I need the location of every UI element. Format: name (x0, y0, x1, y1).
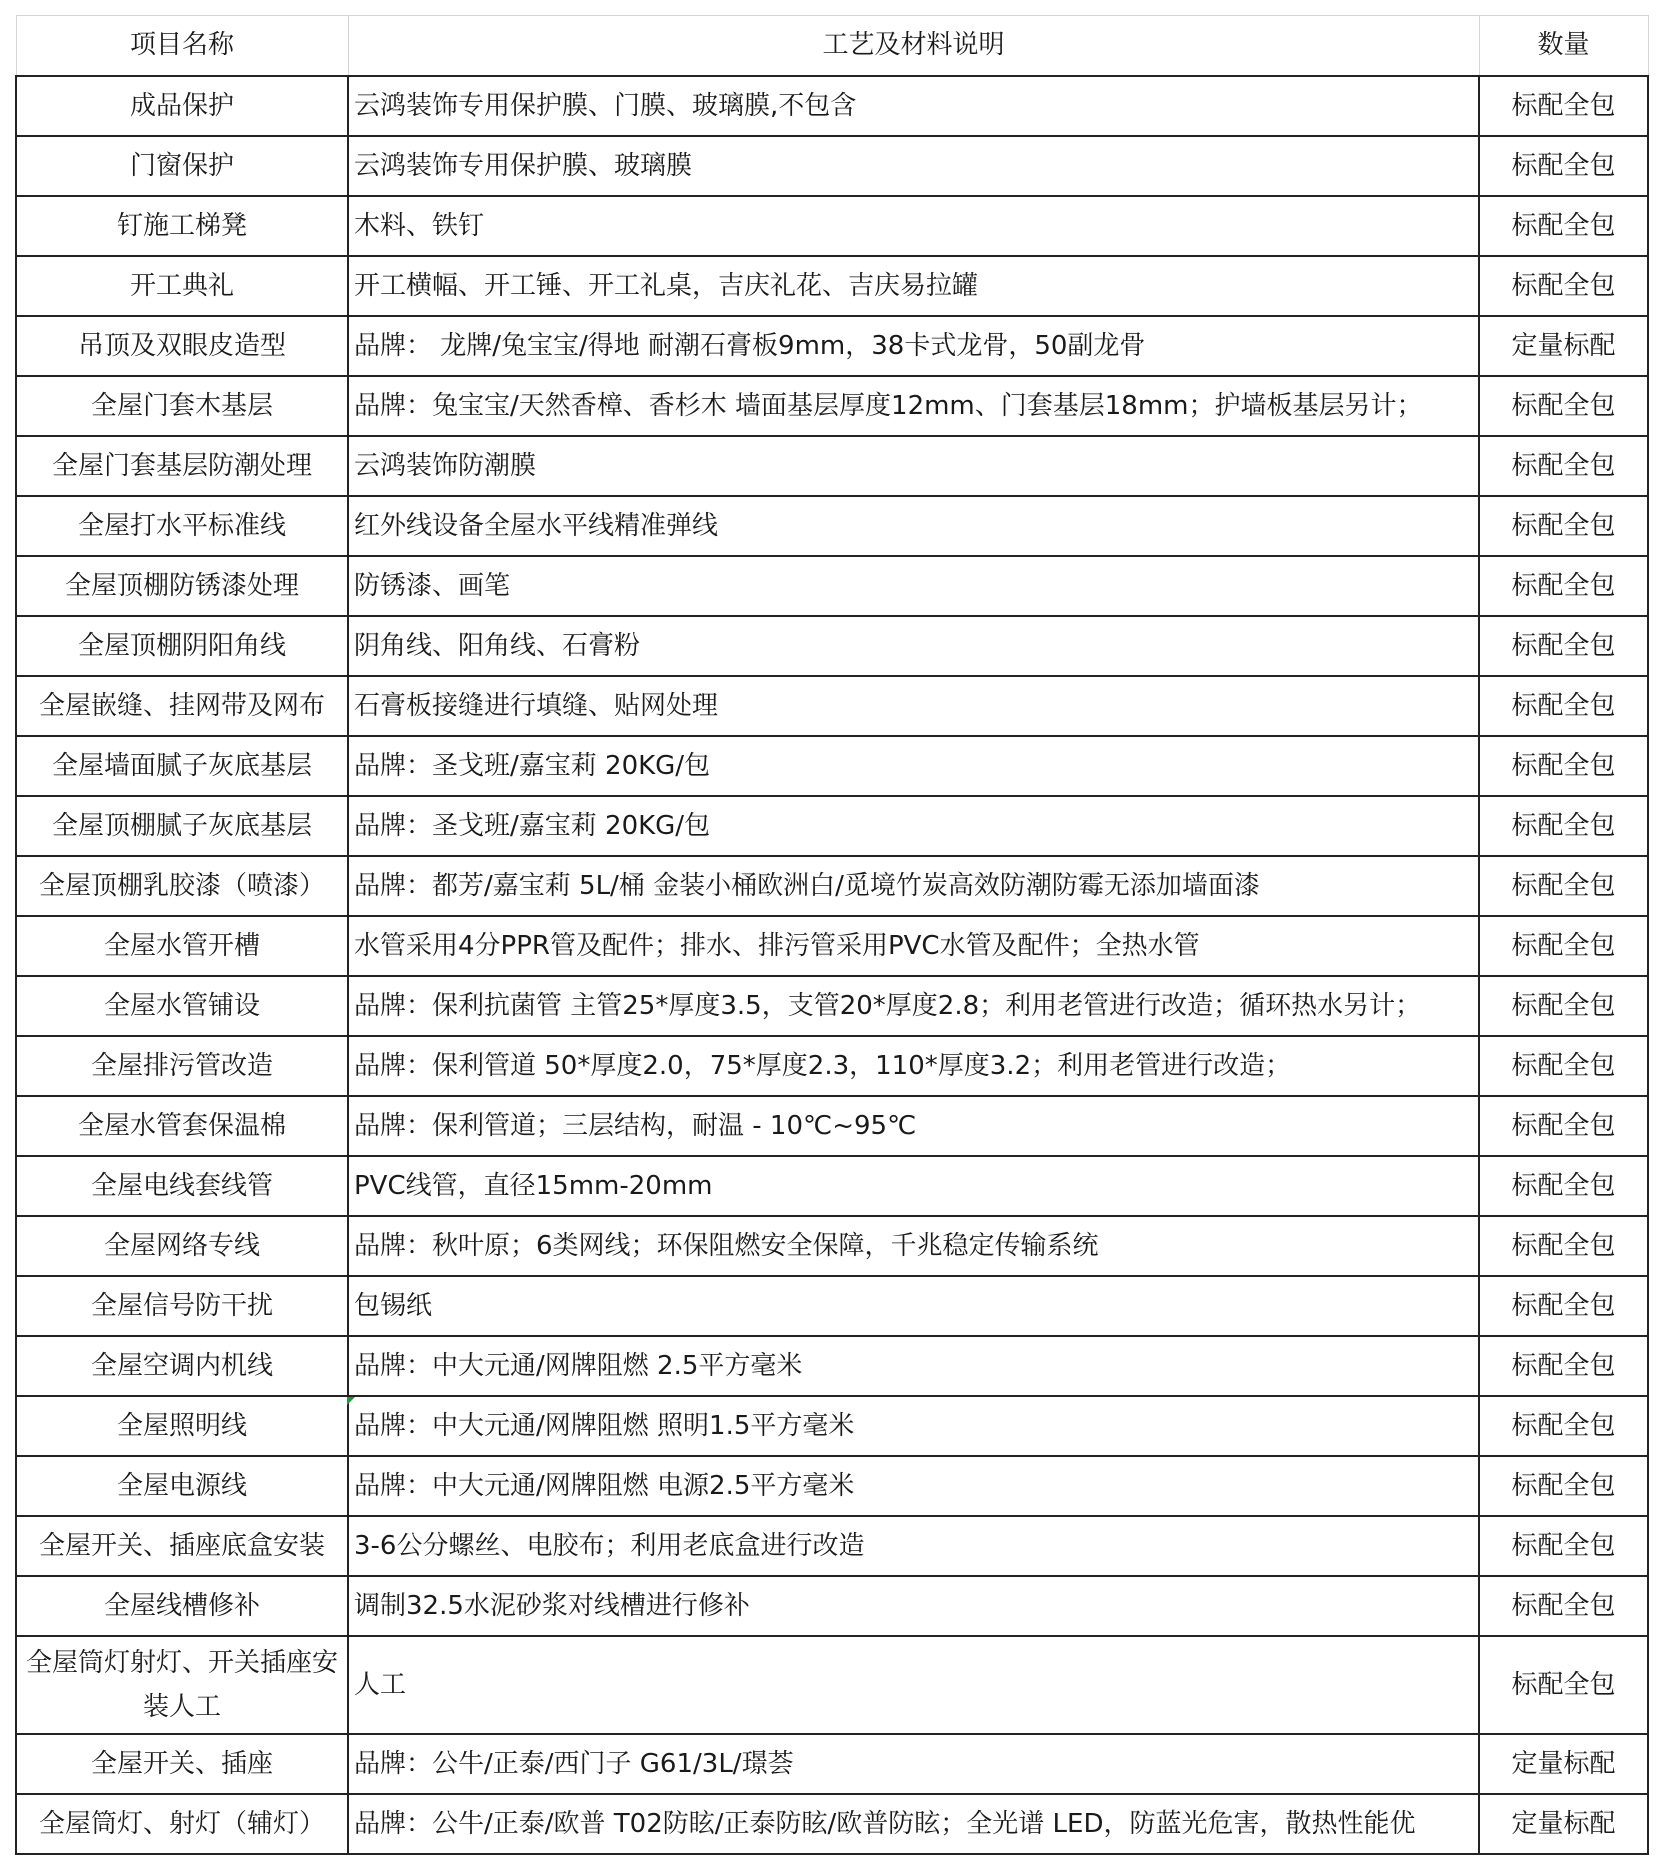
cell-quantity[interactable]: 标配全包 (1479, 916, 1648, 976)
cell-description[interactable]: 品牌：保利管道 50*厚度2.0，75*厚度2.3，110*厚度3.2；利用老管进行改造； (348, 1036, 1479, 1096)
cell-quantity[interactable]: 标配全包 (1479, 736, 1648, 796)
cell-description[interactable]: 人工 (348, 1636, 1479, 1734)
cell-description[interactable]: 品牌：秋叶原；6类网线；环保阻燃安全保障，千兆稳定传输系统 (348, 1216, 1479, 1276)
table-row (16, 1276, 1648, 1336)
cell-quantity[interactable]: 标配全包 (1479, 796, 1648, 856)
cell-quantity[interactable]: 定量标配 (1479, 1734, 1648, 1794)
cell-quantity[interactable]: 标配全包 (1479, 196, 1648, 256)
header-row (16, 16, 1648, 76)
cell-quantity[interactable]: 标配全包 (1479, 556, 1648, 616)
table-row (16, 1096, 1648, 1156)
cell-description[interactable]: 品牌：兔宝宝/天然香樟、香杉木 墙面基层厚度12mm、门套基层18mm；护墙板基层另计； (348, 376, 1479, 436)
table-row (16, 1216, 1648, 1276)
cell-item-name[interactable]: 全屋照明线 (16, 1396, 348, 1456)
cell-quantity[interactable]: 标配全包 (1479, 856, 1648, 916)
table-row (16, 1794, 1648, 1854)
cell-quantity[interactable]: 标配全包 (1479, 1456, 1648, 1516)
cell-quantity[interactable]: 标配全包 (1479, 1216, 1648, 1276)
table-row (16, 736, 1648, 796)
cell-quantity[interactable]: 定量标配 (1479, 1794, 1648, 1854)
table-row (16, 196, 1648, 256)
cell-quantity[interactable]: 标配全包 (1479, 1156, 1648, 1216)
table-row (16, 1516, 1648, 1576)
cell-quantity[interactable]: 标配全包 (1479, 676, 1648, 736)
cell-item-name[interactable]: 钉施工梯凳 (16, 196, 348, 256)
table-row (16, 1156, 1648, 1216)
cell-item-name[interactable]: 全屋墙面腻子灰底基层 (16, 736, 348, 796)
cell-quantity[interactable]: 标配全包 (1479, 1336, 1648, 1396)
cell-item-name[interactable]: 全屋空调内机线 (16, 1336, 348, 1396)
table-row (16, 1734, 1648, 1794)
table-row (16, 496, 1648, 556)
cell-description[interactable]: 品牌： 龙牌/兔宝宝/得地 耐潮石膏板9mm，38卡式龙骨，50副龙骨 (348, 316, 1479, 376)
cell-item-name[interactable]: 吊顶及双眼皮造型 (16, 316, 348, 376)
cell-item-name[interactable]: 全屋信号防干扰 (16, 1276, 348, 1336)
table-row (16, 1636, 1648, 1734)
cell-item-name[interactable]: 全屋开关、插座底盒安装 (16, 1516, 348, 1576)
cell-quantity[interactable]: 标配全包 (1479, 1036, 1648, 1096)
table-row (16, 556, 1648, 616)
table-row (16, 1456, 1648, 1516)
cell-item-name[interactable]: 全屋顶棚防锈漆处理 (16, 556, 348, 616)
cell-item-name[interactable]: 全屋开关、插座 (16, 1734, 348, 1794)
table-row (16, 916, 1648, 976)
cell-item-name[interactable]: 成品保护 (16, 76, 348, 136)
cell-description[interactable]: 品牌：保利管道；三层结构，耐温 - 10℃~95℃ (348, 1096, 1479, 1156)
cell-description[interactable]: 品牌：公牛/正泰/西门子 G61/3L/璟荟 (348, 1734, 1479, 1794)
materials-table (15, 15, 1649, 1855)
cell-item-name[interactable]: 全屋网络专线 (16, 1216, 348, 1276)
cell-item-name[interactable]: 全屋顶棚乳胶漆（喷漆） (16, 856, 348, 916)
table-row (16, 76, 1648, 136)
cell-item-name[interactable]: 全屋顶棚腻子灰底基层 (16, 796, 348, 856)
cell-item-name[interactable]: 全屋排污管改造 (16, 1036, 348, 1096)
cell-item-name[interactable]: 全屋电线套线管 (16, 1156, 348, 1216)
table-row (16, 256, 1648, 316)
cell-description[interactable]: 开工横幅、开工锤、开工礼桌，吉庆礼花、吉庆易拉罐 (348, 256, 1479, 316)
cell-description[interactable]: 包锡纸 (348, 1276, 1479, 1336)
cell-quantity[interactable]: 标配全包 (1479, 1516, 1648, 1576)
cell-item-name[interactable]: 全屋门套木基层 (16, 376, 348, 436)
cell-item-name[interactable]: 门窗保护 (16, 136, 348, 196)
table-row (16, 1396, 1648, 1456)
cell-quantity[interactable]: 标配全包 (1479, 136, 1648, 196)
cell-description[interactable]: 调制32.5水泥砂浆对线槽进行修补 (348, 1576, 1479, 1636)
cell-quantity[interactable]: 定量标配 (1479, 316, 1648, 376)
cell-quantity[interactable]: 标配全包 (1479, 496, 1648, 556)
cell-item-name[interactable]: 全屋打水平标准线 (16, 496, 348, 556)
cell-quantity[interactable]: 标配全包 (1479, 376, 1648, 436)
cell-description[interactable]: 品牌：中大元通/网牌阻燃 电源2.5平方毫米 (348, 1456, 1479, 1516)
cell-description[interactable]: 云鸿装饰专用保护膜、玻璃膜 (348, 136, 1479, 196)
header-item-name[interactable]: 项目名称 (16, 16, 348, 76)
cell-item-name[interactable]: 全屋门套基层防潮处理 (16, 436, 348, 496)
cell-description[interactable]: 云鸿装饰专用保护膜、门膜、玻璃膜,不包含 (348, 76, 1479, 136)
cell-quantity[interactable]: 标配全包 (1479, 616, 1648, 676)
table-row (16, 976, 1648, 1036)
cell-item-name[interactable]: 全屋嵌缝、挂网带及网布 (16, 676, 348, 736)
cell-quantity[interactable]: 标配全包 (1479, 436, 1648, 496)
cell-description[interactable]: 红外线设备全屋水平线精准弹线 (348, 496, 1479, 556)
cell-comment-indicator[interactable] (347, 1397, 355, 1405)
cell-item-name[interactable]: 开工典礼 (16, 256, 348, 316)
table-row (16, 376, 1648, 436)
cell-item-name[interactable]: 全屋筒灯射灯、开关插座安装人工 (16, 1636, 348, 1734)
cell-description[interactable]: 阴角线、阳角线、石膏粉 (348, 616, 1479, 676)
cell-quantity[interactable]: 标配全包 (1479, 976, 1648, 1036)
cell-description[interactable]: 品牌：中大元通/网牌阻燃 2.5平方毫米 (348, 1336, 1479, 1396)
cell-quantity[interactable]: 标配全包 (1479, 1636, 1648, 1734)
cell-item-name[interactable]: 全屋水管铺设 (16, 976, 348, 1036)
table-row (16, 676, 1648, 736)
cell-description[interactable]: 云鸿装饰防潮膜 (348, 436, 1479, 496)
cell-quantity[interactable]: 标配全包 (1479, 1276, 1648, 1336)
cell-description[interactable]: PVC线管，直径15mm-20mm (348, 1156, 1479, 1216)
cell-quantity[interactable]: 标配全包 (1479, 256, 1648, 316)
table-row (16, 1576, 1648, 1636)
table-row (16, 616, 1648, 676)
cell-item-name[interactable]: 全屋水管套保温棉 (16, 1096, 348, 1156)
table-row (16, 1036, 1648, 1096)
table-row (16, 316, 1648, 376)
cell-quantity[interactable]: 标配全包 (1479, 1096, 1648, 1156)
cell-item-name[interactable]: 全屋顶棚阴阳角线 (16, 616, 348, 676)
table-row (16, 856, 1648, 916)
cell-item-name[interactable]: 全屋线槽修补 (16, 1576, 348, 1636)
cell-description[interactable]: 品牌：保利抗菌管 主管25*厚度3.5，支管20*厚度2.8；利用老管进行改造；循环热水另计； (348, 976, 1479, 1036)
cell-description[interactable]: 防锈漆、画笔 (348, 556, 1479, 616)
cell-description[interactable]: 品牌：公牛/正泰/欧普 T02防眩/正泰防眩/欧普防眩；全光谱 LED，防蓝光危害，散热性能优 (348, 1794, 1479, 1854)
cell-quantity[interactable]: 标配全包 (1479, 1396, 1648, 1456)
cell-description[interactable]: 品牌：都芳/嘉宝莉 5L/桶 金装小桶欧洲白/觅境竹炭高效防潮防霉无添加墙面漆 (348, 856, 1479, 916)
cell-description[interactable]: 品牌：圣戈班/嘉宝莉 20KG/包 (348, 736, 1479, 796)
cell-quantity[interactable]: 标配全包 (1479, 1576, 1648, 1636)
cell-description[interactable]: 木料、铁钉 (348, 196, 1479, 256)
cell-description[interactable]: 石膏板接缝进行填缝、贴网处理 (348, 676, 1479, 736)
cell-description[interactable]: 品牌：中大元通/网牌阻燃 照明1.5平方毫米 (348, 1396, 1479, 1456)
cell-item-name[interactable]: 全屋电源线 (16, 1456, 348, 1516)
cell-description[interactable]: 水管采用4分PPR管及配件；排水、排污管采用PVC水管及配件；全热水管 (348, 916, 1479, 976)
table-row (16, 1336, 1648, 1396)
header-quantity[interactable]: 数量 (1479, 16, 1648, 76)
table-row (16, 136, 1648, 196)
table-row (16, 436, 1648, 496)
header-description[interactable]: 工艺及材料说明 (348, 16, 1479, 76)
cell-quantity[interactable]: 标配全包 (1479, 76, 1648, 136)
cell-description[interactable]: 品牌：圣戈班/嘉宝莉 20KG/包 (348, 796, 1479, 856)
cell-item-name[interactable]: 全屋筒灯、射灯（辅灯） (16, 1794, 348, 1854)
table-row (16, 796, 1648, 856)
cell-description[interactable]: 3-6公分螺丝、电胶布；利用老底盒进行改造 (348, 1516, 1479, 1576)
cell-item-name[interactable]: 全屋水管开槽 (16, 916, 348, 976)
